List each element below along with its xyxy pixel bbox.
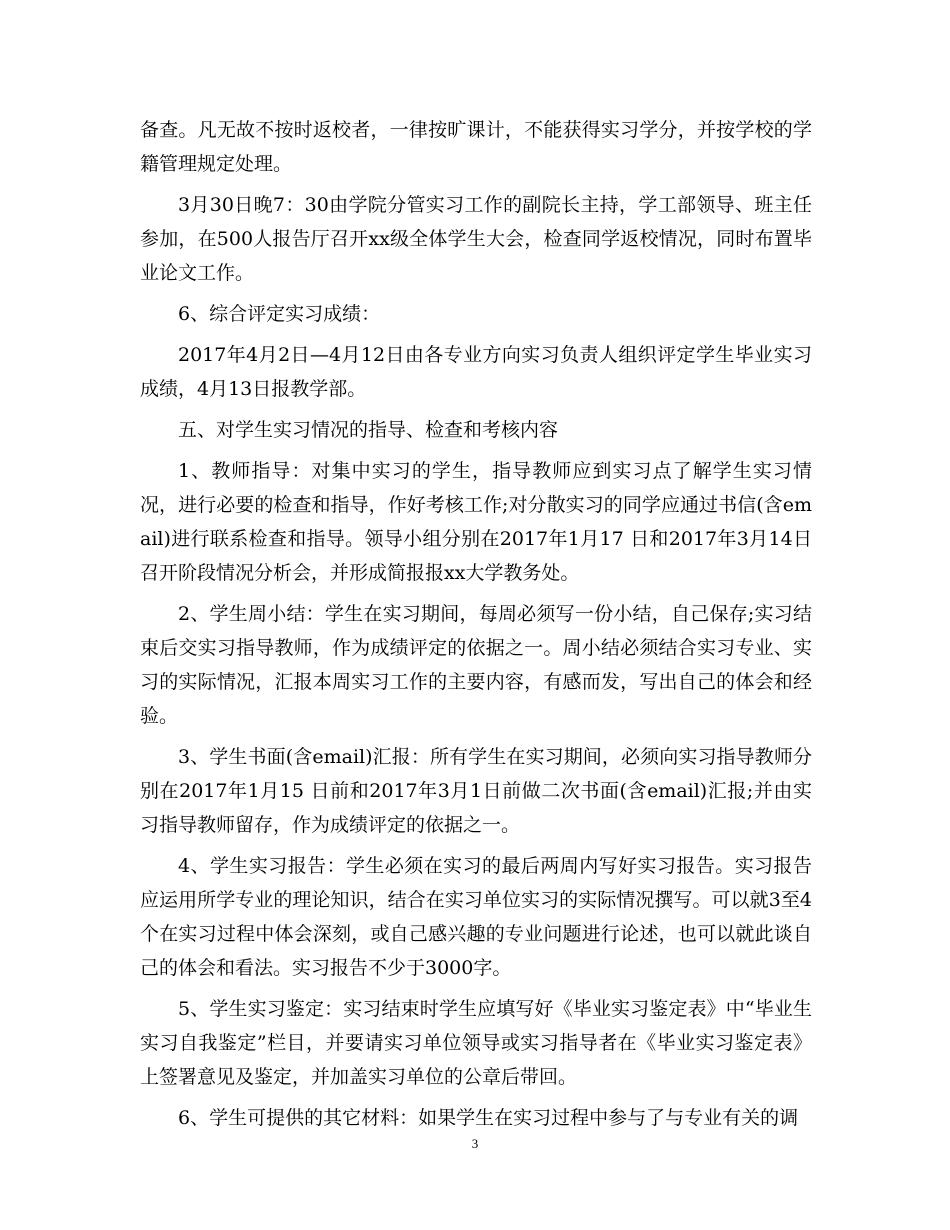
page-number: 3 xyxy=(471,1136,479,1151)
paragraph-8: 3、学生书面(含email)汇报：所有学生在实习期间，必须向实习指导教师分别在2017年1月15 日前和2017年3月1日前做二次书面(含email)汇报;并由实习指导教师留存，作为成绩评定的依据之一。 xyxy=(140,746,812,836)
paragraph-10: 5、学生实习鉴定：实习结束时学生应填写好《毕业实习鉴定表》中“毕业生实习自我鉴定”栏目，并要请实习单位领导或实习指导者在《毕业实习鉴定表》上签署意见及鉴定，并加盖实习单位的公章后带回。 xyxy=(140,998,812,1088)
paragraph-6: 1、教师指导：对集中实习的学生，指导教师应到实习点了解学生实习情况，进行必要的检查和指导，作好考核工作;对分散实习的同学应通过书信(含email)进行联系检查和指导。领导小组分别在2017年1月17 日和2017年3月14日召开阶段情况分析会，并形成简报报xx大学教务处。 xyxy=(140,460,813,584)
paragraph-1: 备查。凡无故不按时返校者，一律按旷课计，不能获得实习学分，并按学校的学籍管理规定处理。 xyxy=(140,119,812,175)
paragraph-2: 3月30日晚7：30由学院分管实习工作的副院长主持，学工部领导、班主任参加，在500人报告厅召开xx级全体学生大会，检查同学返校情况，同时布置毕业论文工作。 xyxy=(140,194,812,284)
paragraph-9: 4、学生实习报告：学生必须在实习的最后两周内写好实习报告。实习报告应运用所学专业的理论知识，结合在实习单位实习的实际情况撰写。可以就3至4个在实习过程中体会深刻，或自己感兴趣的专业问题进行论述，也可以就此谈自己的体会和看法。实习报告不少于3000字。 xyxy=(140,855,812,979)
document-body xyxy=(140,113,812,1142)
paragraph-3: 6、综合评定实习成绩： xyxy=(178,303,381,325)
paragraph-4: 2017年4月2日—4月12日由各专业方向实习负责人组织评定学生毕业实习成绩，4月13日报教学部。 xyxy=(140,344,812,400)
paragraph-7: 2、学生周小结：学生在实习期间，每周必须写一份小结，自己保存;实习结束后交实习指导教师，作为成绩评定的依据之一。周小结必须结合实习专业、实习的实际情况，汇报本周实习工作的主要内容，有感而发，写出自己的体会和经验。 xyxy=(140,603,812,727)
paragraph-11: 6、学生可提供的其它材料：如果学生在实习过程中参与了与专业有关的调 xyxy=(178,1107,799,1129)
section-heading-5: 五、对学生实习情况的指导、检查和考核内容 xyxy=(178,419,559,441)
